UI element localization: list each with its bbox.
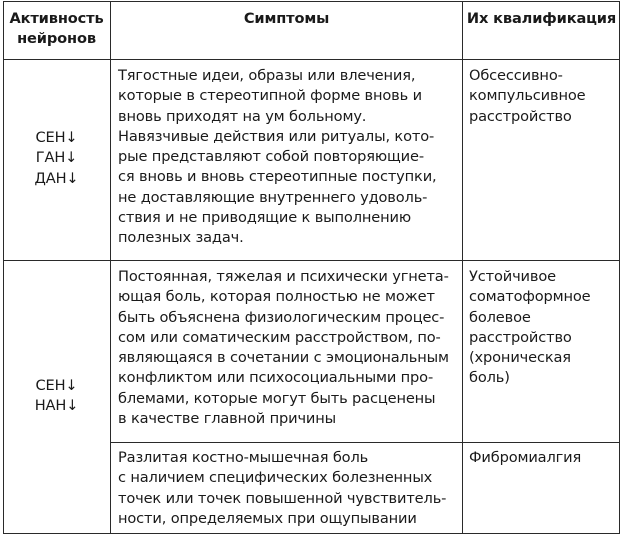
row-2a-qualification — [469, 267, 619, 389]
header-text: Их квалификация — [466, 10, 617, 27]
row-1-activity — [3, 128, 110, 189]
qualification-line: расстройство — [469, 328, 572, 346]
header-qualification — [463, 9, 620, 29]
symptom-line: конфликтом или психосоциальными про- — [118, 369, 434, 387]
symptom-line: полезных задач. — [118, 229, 244, 247]
row-divider — [3, 260, 620, 261]
symptom-line: быть объяснена физиологическим процес- — [118, 308, 445, 326]
header-text: Активность — [9, 10, 104, 27]
activity-value: СЕН↓ — [35, 377, 78, 394]
symptom-line: являющаяся в сочетании с эмоциональным — [118, 349, 449, 367]
row-2a-symptoms — [118, 267, 458, 429]
symptom-line: с наличием специфических болезненных — [118, 469, 433, 487]
header-symptoms — [111, 9, 462, 29]
qualification-line: Устойчивое — [469, 268, 556, 285]
header-text: нейронов — [17, 30, 96, 48]
symptom-line: Тягостные идеи, образы или влечения, — [118, 67, 416, 84]
qualification-line: расстройство — [469, 107, 572, 125]
symptom-line: ющая боль, которая полностью не может — [118, 288, 435, 306]
symptom-line: в качестве главной причины — [118, 410, 337, 428]
symptom-line: Навязчивые действия или ритуалы, кото- — [118, 127, 435, 145]
activity-value: НАН↓ — [34, 397, 79, 415]
activity-value: СЕН↓ — [35, 129, 78, 146]
qualification-line: Обсессивно- — [469, 67, 563, 84]
symptom-line: Разлитая костно-мышечная боль — [118, 449, 369, 466]
row-2b-symptoms — [118, 448, 458, 529]
activity-value: ДАН↓ — [34, 169, 79, 187]
qualification-line: Фибромиалгия — [469, 449, 582, 466]
header-activity — [3, 9, 110, 50]
row-2-activity — [3, 376, 110, 417]
symptom-line: ствия и не приводящие к выполнению — [118, 209, 411, 227]
symptom-line: которые в стереотипной форме вновь и — [118, 87, 422, 105]
row-1-symptoms — [118, 66, 458, 249]
row-1-qualification — [469, 66, 619, 127]
column-divider — [110, 1, 111, 534]
qualification-line: компульсивное — [469, 87, 586, 105]
header-divider — [3, 59, 620, 60]
column-divider — [462, 1, 463, 534]
qualification-line: соматоформное — [469, 288, 591, 306]
symptom-line: блемами, которые могут быть расценены — [118, 389, 436, 407]
activity-value: ГАН↓ — [35, 149, 78, 167]
qualification-line: (хроническая — [469, 349, 571, 367]
symptom-line: сом или соматическим расстройством, по- — [118, 328, 441, 346]
symptom-line: Постоянная, тяжелая и психически угнета- — [118, 268, 449, 285]
symptom-line: ся вновь и вновь стереотипные поступки, — [118, 168, 437, 186]
header-text: Симптомы — [243, 10, 330, 27]
symptom-line: рые представляют собой повторяющие- — [118, 148, 424, 166]
symptom-line: не доставляющие внутреннего удоволь- — [118, 188, 428, 206]
qualification-line: болевое — [469, 308, 531, 326]
subrow-divider — [110, 442, 620, 443]
symptom-line: точек или точек повышенной чувствитель- — [118, 489, 447, 507]
symptom-line: ности, определяемых при ощупывании — [118, 509, 417, 527]
row-2b-qualification — [469, 448, 619, 468]
symptom-line: вновь приходят на ум больному. — [118, 107, 367, 125]
qualification-line: боль) — [469, 369, 510, 387]
